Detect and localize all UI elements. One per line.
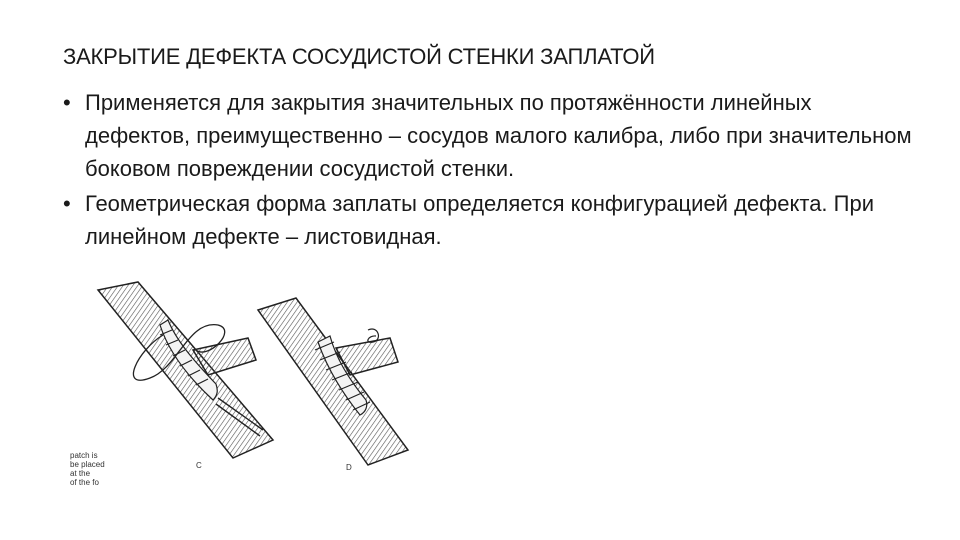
slide-title: ЗАКРЫТИЕ ДЕФЕКТА СОСУДИСТОЙ СТЕНКИ ЗАПЛАТОЙ: [63, 44, 655, 69]
caption-line: at the: [70, 469, 91, 478]
bullet-item: [63, 187, 913, 253]
panel-d-label: D: [346, 463, 352, 472]
bullet-text: Применяется для закрытия значительных по протяжённости линейных дефектов, преимущественно – сосудов малого калибра, либо при значительном боковом повреждении сосудистой стенки.: [85, 90, 912, 181]
caption-line: patch is: [70, 451, 98, 460]
bullet-item: [63, 86, 913, 185]
bullet-text: Геометрическая форма заплаты определяется конфигурацией дефекта. При линейном дефекте – листовидная.: [85, 191, 874, 249]
bullet-dot: •: [63, 90, 71, 115]
caption-fragment: [70, 451, 105, 487]
illustration-svg: [68, 280, 418, 495]
caption-line: of the fo: [70, 478, 99, 487]
panel-c-label: C: [196, 461, 202, 470]
panel-c-drawing: [98, 282, 273, 470]
bullet-list: [63, 86, 913, 255]
panel-d-drawing: [258, 298, 408, 472]
bullet-dot: •: [63, 191, 71, 216]
vessel-patch-illustration: [68, 280, 418, 495]
caption-line: be placed: [70, 460, 105, 469]
